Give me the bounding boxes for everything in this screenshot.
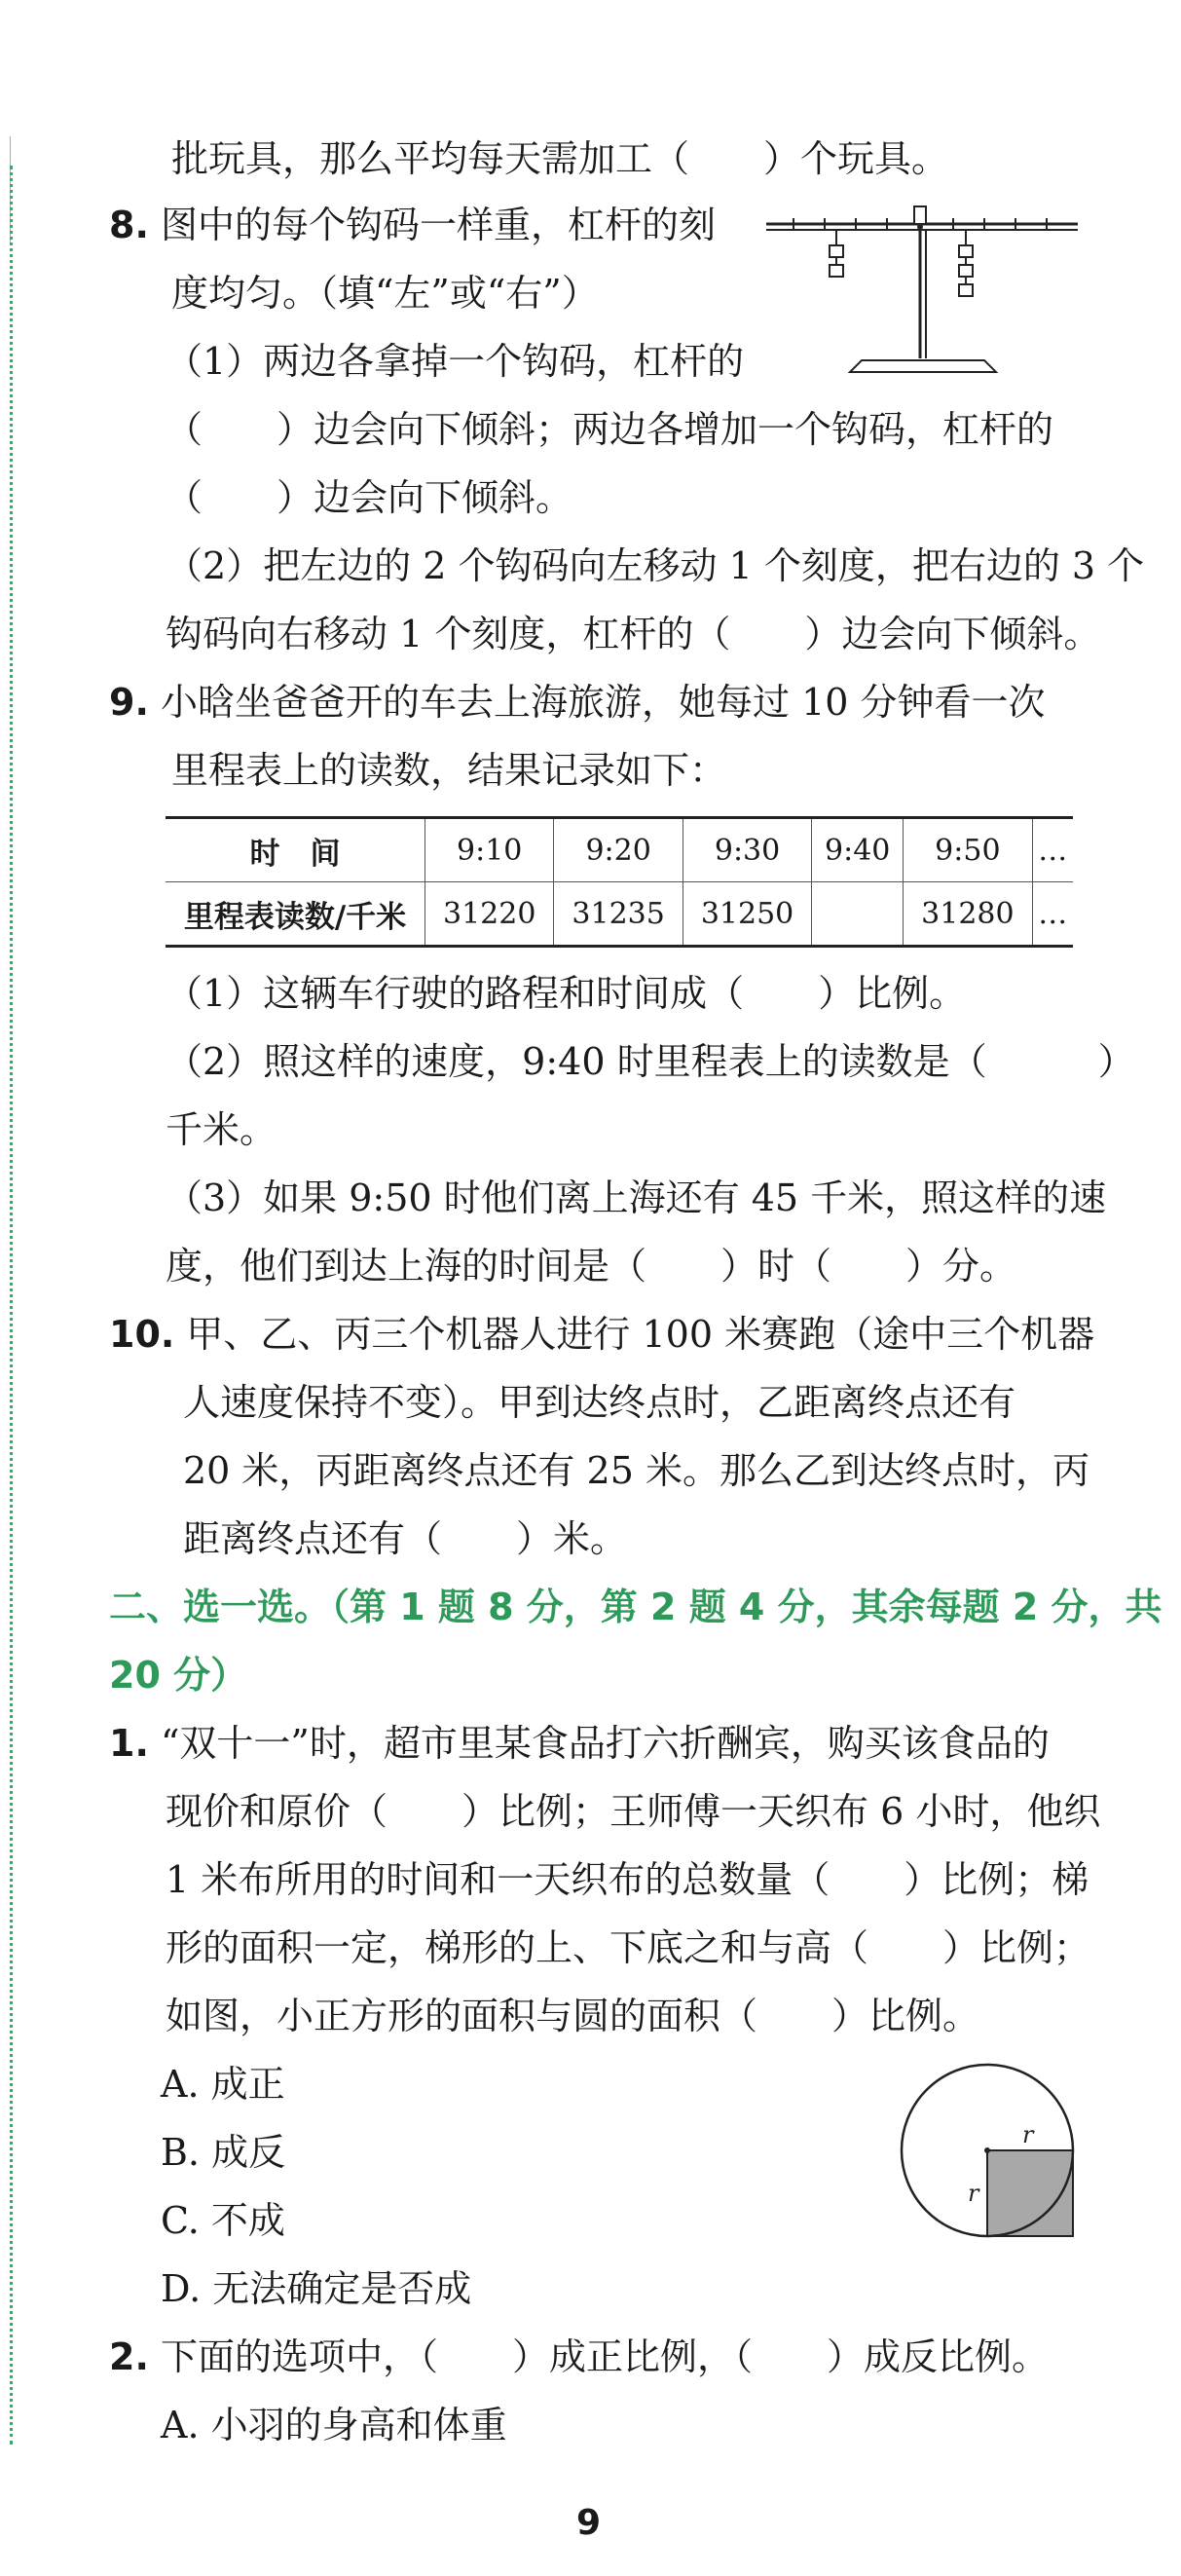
question-9-line-2: 里程表上的读数，结果记录如下： <box>171 749 727 792</box>
circle-square-figure <box>894 2057 1081 2244</box>
table-header-cell: 9:20 <box>554 818 683 882</box>
lever-balance-figure <box>755 195 1090 390</box>
margin-dotted-line <box>10 166 13 2445</box>
table-header-cell: 9:40 <box>812 818 904 882</box>
section-heading-line-1: 二、选一选。（第 1 题 8 分，第 2 题 4 分，其余每题 2 分，共 <box>109 1586 1163 1628</box>
table-header-cell: 9:50 <box>904 818 1032 882</box>
table-cell: 31280 <box>904 882 1032 947</box>
option-c: C. 不成 <box>161 2199 285 2242</box>
choice-2-number: 2. <box>109 2335 149 2378</box>
table-header-cell: … <box>1032 818 1073 882</box>
table-header-cell: 9:10 <box>425 818 554 882</box>
question-9-number: 9. <box>109 681 149 724</box>
lever-pivot-cap <box>914 206 926 224</box>
question-10-line-1: 10. 甲、乙、丙三个机器人进行 100 米赛跑（途中三个机器 <box>109 1313 1095 1356</box>
choice-1-line-1: 1. “双十一”时，超市里某食品打六折酬宾，购买该食品的 <box>109 1722 1050 1765</box>
choice-1-number: 1. <box>109 1722 149 1765</box>
line-previous-question: 批玩具，那么平均每天需加工（ ）个玩具。 <box>171 137 949 180</box>
question-10-line-2: 人速度保持不变）。甲到达终点时，乙距离终点还有 <box>183 1381 1016 1424</box>
radius-label-top: r <box>1022 2121 1034 2148</box>
question-10-line-3: 20 米，丙距离终点还有 25 米。那么乙到达终点时，丙 <box>183 1449 1089 1492</box>
option-d: D. 无法确定是否成 <box>161 2267 472 2310</box>
question-8-part-2-line-2: 钩码向右移动 1 个刻度，杠杆的（ ）边会向下倾斜。 <box>166 613 1101 655</box>
question-8-line-1: 8. 图中的每个钩码一样重，杠杆的刻 <box>109 204 716 246</box>
table-cell: 31220 <box>425 882 554 947</box>
choice-2-option-a: A. 小羽的身高和体重 <box>161 2404 507 2446</box>
choice-1-line-5: 如图，小正方形的面积与圆的面积（ ）比例。 <box>166 1995 980 2037</box>
question-8-part-2-line-1: （2）把左边的 2 个钩码向左移动 1 个刻度，把右边的 3 个 <box>166 544 1145 587</box>
question-9-part-1: （1）这辆车行驶的路程和时间成（ ）比例。 <box>166 972 967 1015</box>
table-row <box>166 882 1073 947</box>
question-8-part-1-line-3: （ ）边会向下倾斜。 <box>166 476 573 519</box>
question-8-part-1-line-1: （1）两边各拿掉一个钩码，杠杆的 <box>166 340 745 383</box>
radius-label-left: r <box>968 2180 979 2207</box>
question-9-part-2-line-2: 千米。 <box>166 1108 277 1151</box>
question-9-line-1: 9. 小晗坐爸爸开的车去上海旅游，她每过 10 分钟看一次 <box>109 681 1046 724</box>
table-header-cell: 时 间 <box>166 818 425 882</box>
choice-1-line-3: 1 米布所用的时间和一天织布的总数量（ ）比例；梯 <box>166 1858 1089 1901</box>
table-cell: 31250 <box>683 882 811 947</box>
question-10-line-4: 距离终点还有（ ）米。 <box>183 1517 628 1560</box>
question-9-part-2-line-1: （2）照这样的速度，9:40 时里程表上的读数是（ ） <box>166 1040 1135 1083</box>
question-8-number: 8. <box>109 204 149 246</box>
question-8-line-2: 度均匀。（填“左”或“右”） <box>171 272 599 315</box>
option-a: A. 成正 <box>161 2063 285 2106</box>
section-heading-line-2: 20 分） <box>109 1654 248 1697</box>
lever-stand-base <box>850 360 996 372</box>
question-9-part-3-line-2: 度，他们到达上海的时间是（ ）时（ ）分。 <box>166 1245 1017 1288</box>
choice-2-line-1: 2. 下面的选项中，（ ）成正比例，（ ）成反比例。 <box>109 2335 1049 2378</box>
table-row <box>166 818 1073 882</box>
table-cell: … <box>1032 882 1073 947</box>
table-header-cell: 9:30 <box>683 818 811 882</box>
question-10-number: 10. <box>109 1313 175 1356</box>
table-cell: 里程表读数/千米 <box>166 882 425 947</box>
question-8-part-1-line-2: （ ）边会向下倾斜；两边各增加一个钩码，杠杆的 <box>166 408 1054 451</box>
left-weights <box>830 230 843 277</box>
choice-1-line-4: 形的面积一定，梯形的上、下底之和与高（ ）比例； <box>166 1926 1091 1969</box>
lever-fulcrum <box>917 224 923 230</box>
right-weights <box>959 230 973 296</box>
mileage-table <box>166 816 1073 948</box>
option-b: B. 成反 <box>161 2131 286 2174</box>
circle-center <box>984 2147 990 2153</box>
table-cell <box>812 882 904 947</box>
question-9-part-3-line-1: （3）如果 9:50 时他们离上海还有 45 千米，照这样的速 <box>166 1176 1107 1219</box>
table-cell: 31235 <box>554 882 683 947</box>
page-number: 9 <box>576 2503 602 2543</box>
choice-1-line-2: 现价和原价（ ）比例；王师傅一天织布 6 小时，他织 <box>166 1790 1101 1833</box>
